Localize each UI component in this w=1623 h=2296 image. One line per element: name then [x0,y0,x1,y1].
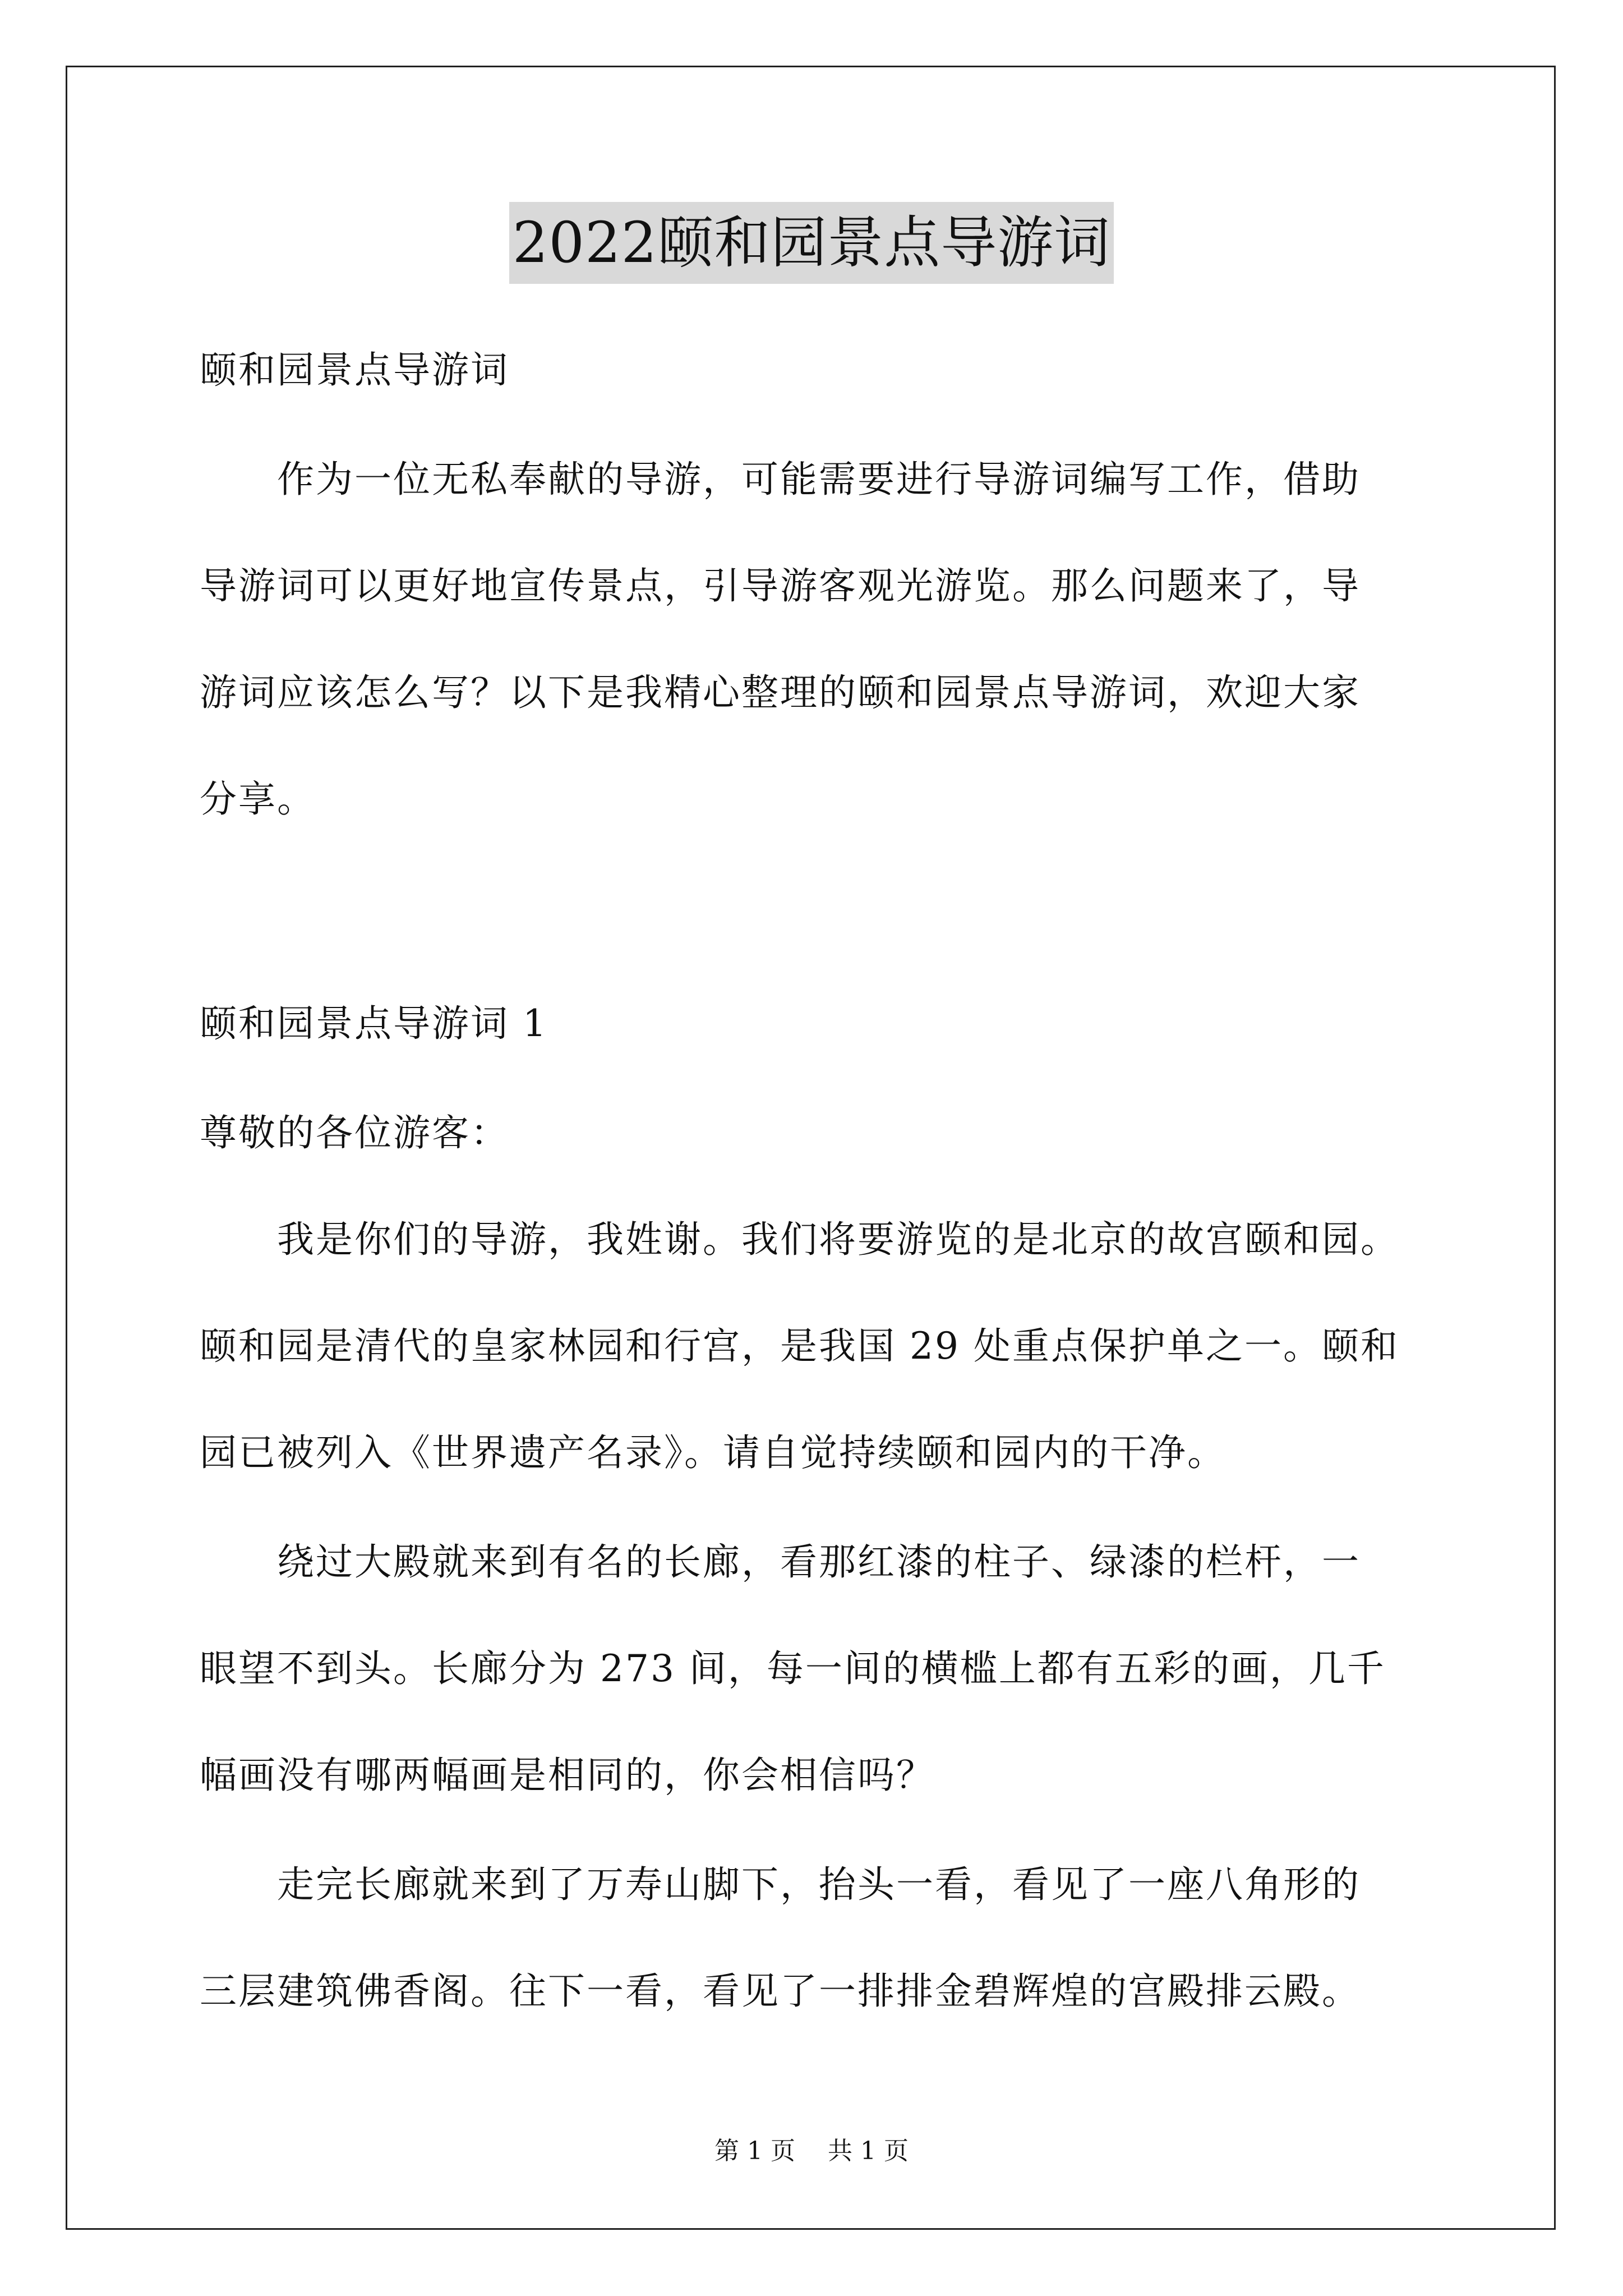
paragraph-line-7: 园已被列入《世界遗产名录》。请自觉持续颐和园内的干净。 [200,1431,1226,1474]
page-footer: 第 1 页 共 1 页 [714,2137,909,2165]
paragraph-line-2: 导游词可以更好地宣传景点，引导游客观光游览。那么问题来了，导 [200,564,1361,608]
paragraph-line-4: 分享。 [200,777,316,821]
subtitle-line: 颐和园景点导游词 [200,348,509,392]
title-container [0,202,1623,284]
paragraph-line-10: 幅画没有哪两幅画是相同的，你会相信吗？ [200,1754,935,1797]
document-title: 2022颐和园景点导游词 [509,202,1114,284]
greeting-line: 尊敬的各位游客： [200,1111,509,1154]
paragraph-line-1: 作为一位无私奉献的导游，可能需要进行导游词编写工作，借助 [200,458,1361,501]
paragraph-line-12: 三层建筑佛香阁。往下一看，看见了一排排金碧辉煌的宫殿排云殿。 [200,1970,1361,2013]
paragraph-line-8: 绕过大殿就来到有名的长廊，看那红漆的柱子、绿漆的栏杆，一 [200,1540,1361,1584]
paragraph-line-6: 颐和园是清代的皇家林园和行宫，是我国 29 处重点保护单之一。颐和 [200,1324,1399,1368]
section-heading: 颐和园景点导游词 1 [200,1002,548,1045]
paragraph-line-11: 走完长廊就来到了万寿山脚下，抬头一看，看见了一座八角形的 [200,1863,1361,1906]
paragraph-line-5: 我是你们的导游，我姓谢。我们将要游览的是北京的故宫颐和园。 [200,1218,1399,1261]
paragraph-line-9: 眼望不到头。长廊分为 273 间，每一间的横槛上都有五彩的画，几千 [200,1647,1386,1690]
paragraph-line-3: 游词应该怎么写？以下是我精心整理的颐和园景点导游词，欢迎大家 [200,671,1361,714]
